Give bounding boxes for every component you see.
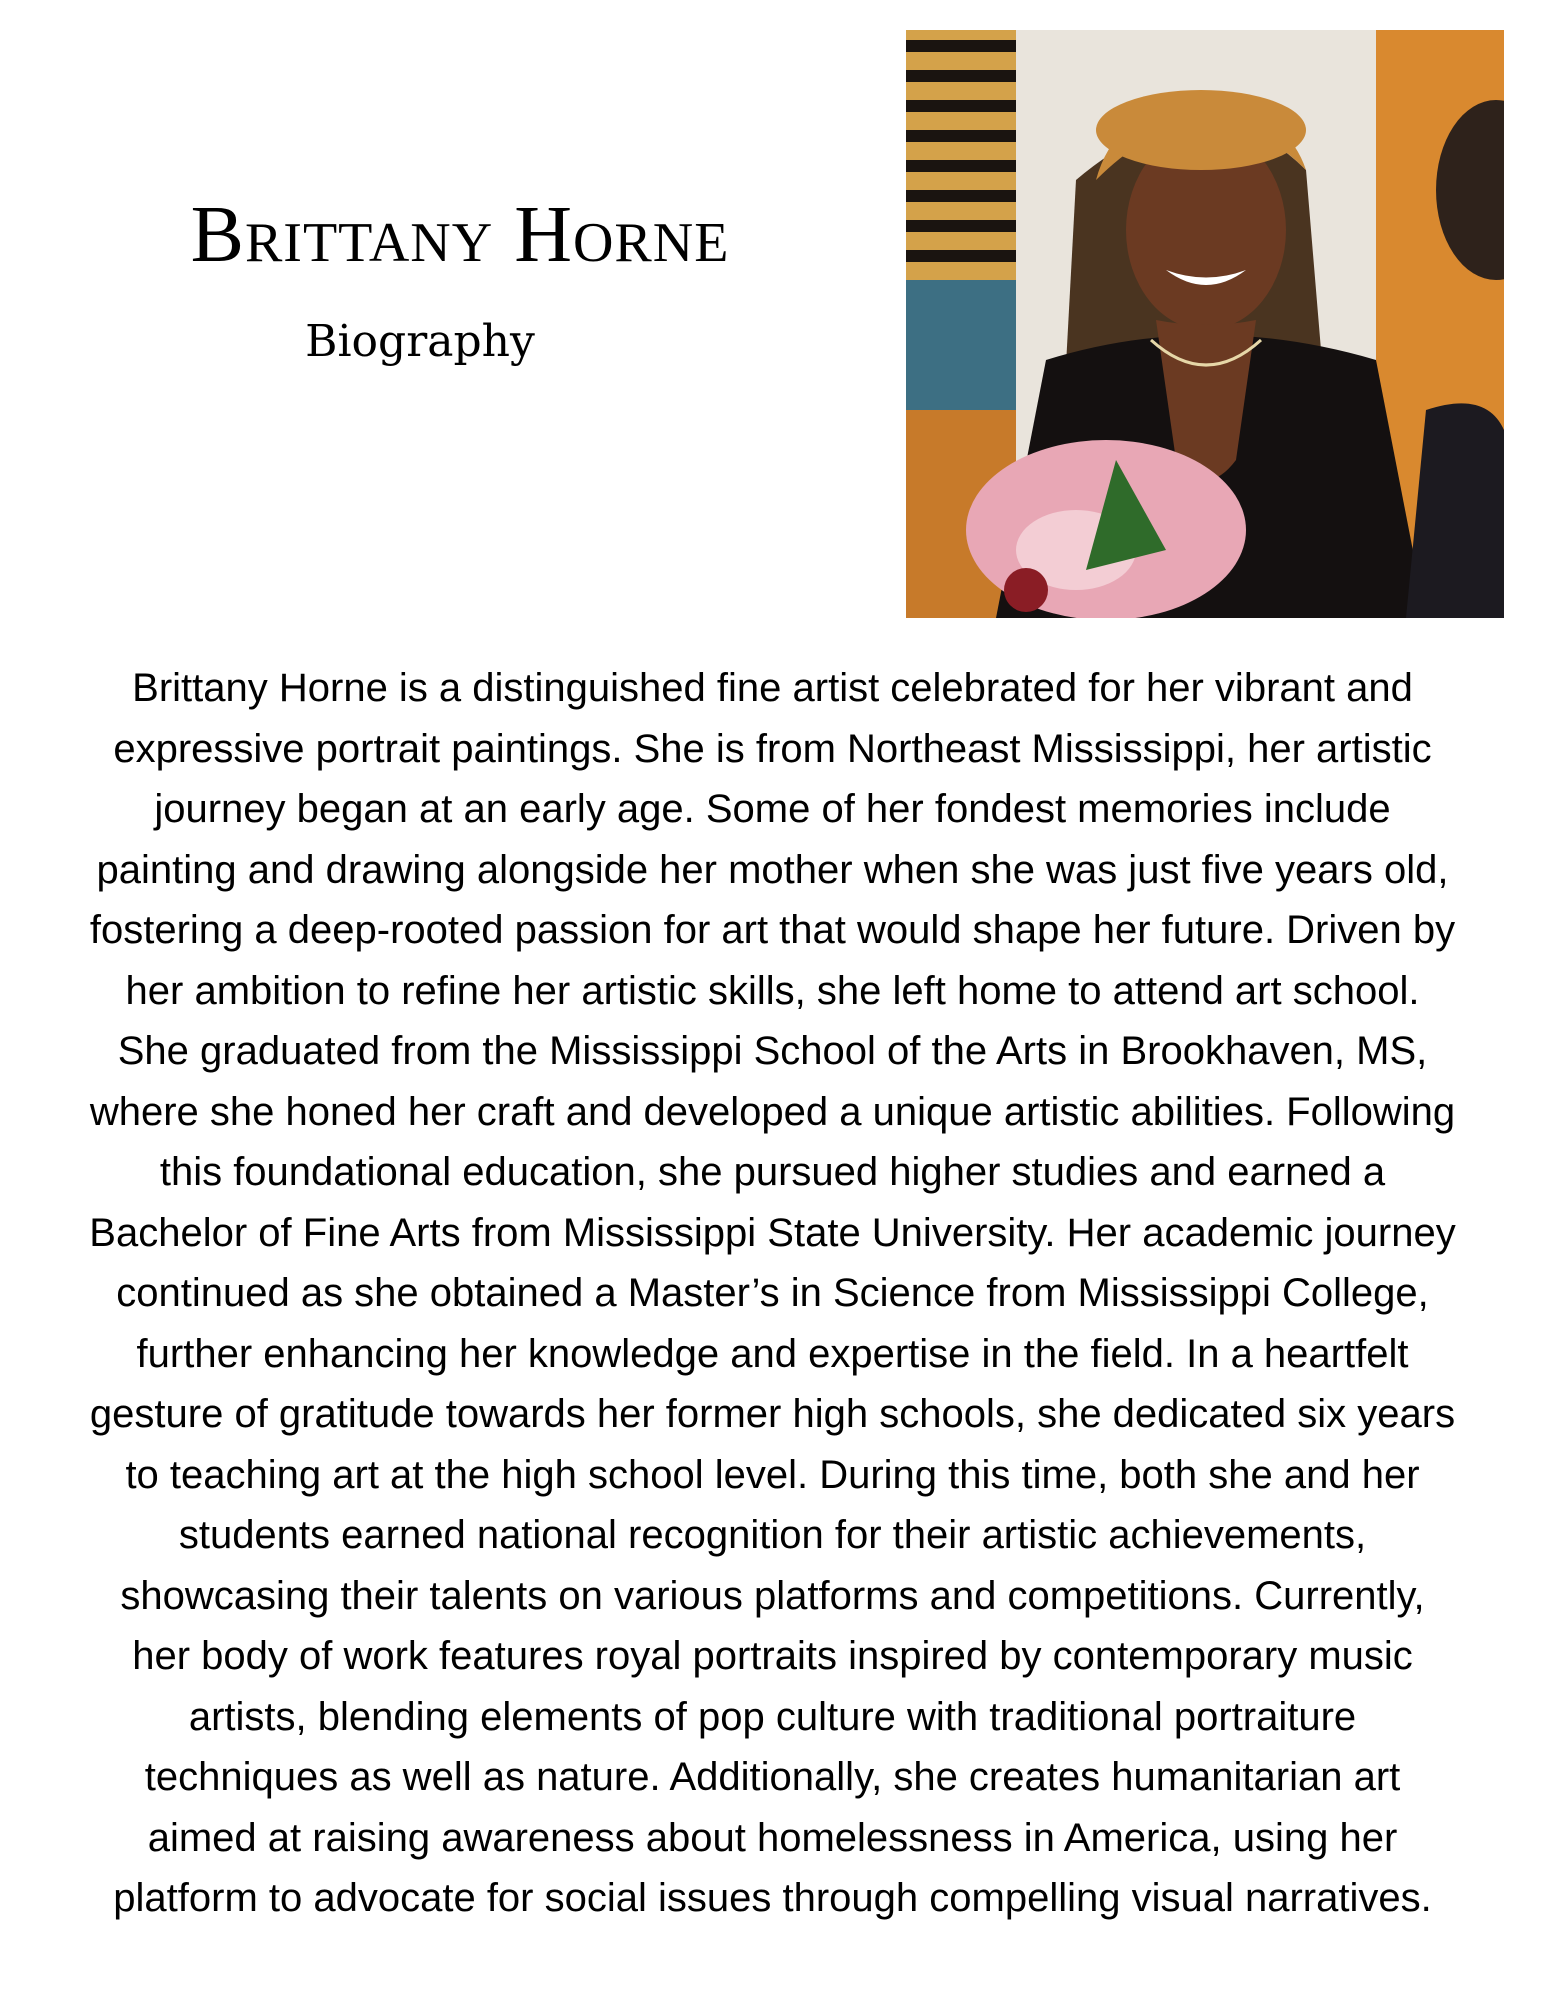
bio-line: showcasing their talents on various platforms and competitions. Currently, — [120, 1573, 1425, 1618]
page-subtitle: Biography — [305, 316, 535, 367]
bio-line: expressive portrait paintings. She is from Northeast Mississippi, her artistic — [113, 726, 1432, 771]
bio-line: where she honed her craft and developed a unique artistic abilities. Following — [89, 1089, 1456, 1134]
bio-line: Brittany Horne is a distinguished fine artist celebrated for her vibrant and — [132, 666, 1413, 710]
bio-line: techniques as well as nature. Additionally, she creates humanitarian art — [144, 1755, 1401, 1799]
bio-line: painting and drawing alongside her mother when she was just five years old, — [96, 847, 1449, 892]
bio-line: to teaching art at the high school level. During this time, both she and her — [125, 1452, 1420, 1497]
header — [0, 0, 900, 600]
bio-line: She graduated from the Mississippi School of the Arts in Brookhaven, MS, — [117, 1029, 1428, 1073]
bio-line: fostering a deep-rooted passion for art that would shape her future. Driven by — [89, 908, 1456, 952]
biography-text — [10, 658, 1535, 1929]
bio-line: her ambition to refine her artistic skills, she left home to attend art school. — [125, 968, 1420, 1013]
portrait-photo-icon — [906, 30, 1504, 618]
bio-line: students earned national recognition for their artistic achievements, — [178, 1513, 1367, 1557]
bio-line: journey began at an early age. Some of her fondest memories include — [154, 787, 1391, 831]
bio-line: gesture of gratitude towards her former high schools, she dedicated six years — [89, 1392, 1456, 1436]
page-title: Brittany Horne — [190, 191, 730, 279]
bio-line: Bachelor of Fine Arts from Mississippi State University. Her academic journey — [89, 1210, 1456, 1255]
bio-line: artists, blending elements of pop culture with traditional portraiture — [188, 1694, 1357, 1739]
portrait-photo — [906, 30, 1504, 618]
bio-line: further enhancing her knowledge and expertise in the field. In a heartfelt — [136, 1331, 1409, 1376]
bio-line: platform to advocate for social issues through compelling visual narratives. — [113, 1876, 1432, 1920]
bio-line: continued as she obtained a Master’s in Science from Mississippi College, — [116, 1271, 1429, 1315]
bio-line: this foundational education, she pursued higher studies and earned a — [159, 1150, 1386, 1194]
bio-line: aimed at raising awareness about homelessness in America, using her — [147, 1815, 1398, 1860]
bio-line: her body of work features royal portraits inspired by contemporary music — [132, 1634, 1413, 1678]
